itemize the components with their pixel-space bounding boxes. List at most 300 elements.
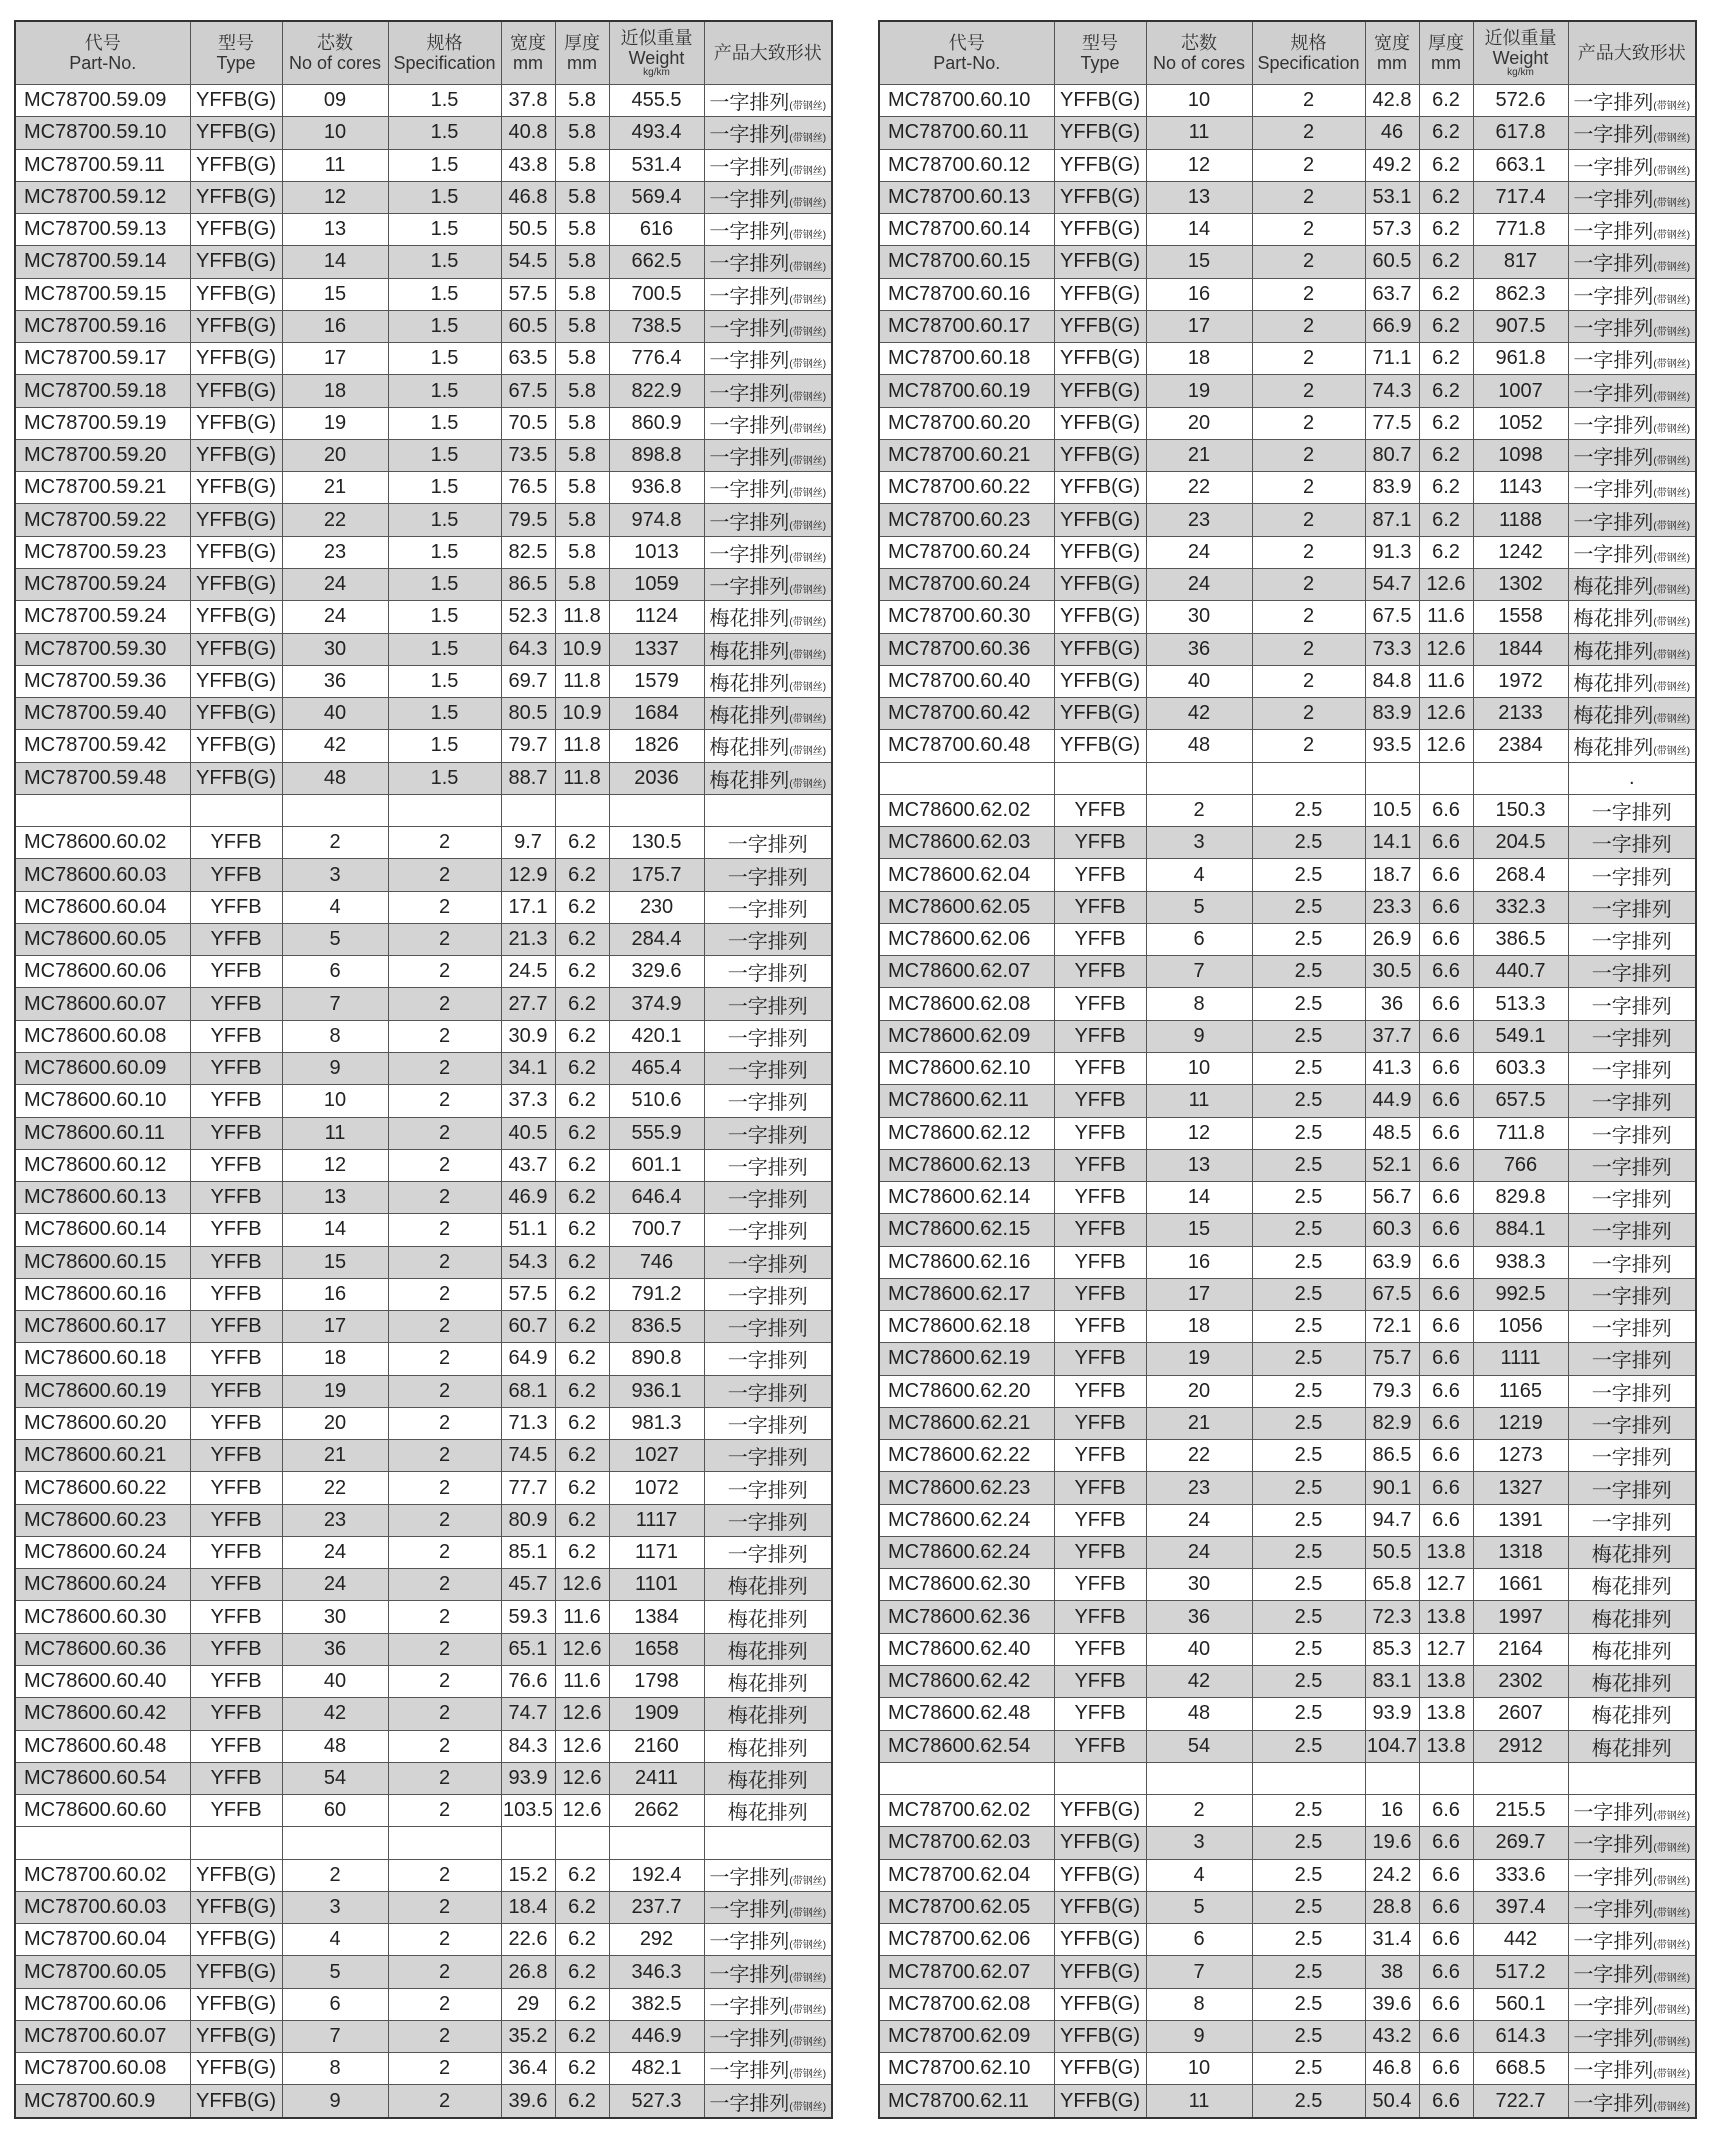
spec-cell: 2	[388, 1246, 501, 1278]
shape-cell: 一字排列	[704, 1214, 832, 1246]
part-no-cell: MC78700.60.02	[15, 1859, 190, 1891]
type-cell: YFFB	[190, 923, 282, 955]
table-row	[15, 1085, 832, 1117]
table-row	[15, 1149, 832, 1181]
spec-cell: 2.5	[1252, 1891, 1365, 1923]
shape-cell: .	[1568, 762, 1696, 794]
steel-wire-note: (带钢丝)	[789, 294, 827, 306]
type-cell: YFFB(G)	[1054, 568, 1146, 600]
part-no-cell: MC78700.62.10	[879, 2053, 1054, 2085]
table-row	[15, 2085, 832, 2118]
table-row	[879, 1988, 1696, 2020]
part-no-cell: MC78600.60.60	[15, 1795, 190, 1827]
width-cell: 87.1	[1365, 504, 1419, 536]
cores-cell: 24	[282, 601, 388, 633]
thickness-cell: 6.2	[1419, 407, 1473, 439]
cores-cell: 13	[282, 214, 388, 246]
thickness-cell: 13.8	[1419, 1698, 1473, 1730]
spec-cell: 2	[1252, 568, 1365, 600]
width-cell: 22.6	[501, 1924, 555, 1956]
cores-cell: 23	[1146, 504, 1252, 536]
shape-cell: 一字排列	[704, 1311, 832, 1343]
type-cell: YFFB(G)	[1054, 1956, 1146, 1988]
shape-cell: 梅花排列	[1568, 1666, 1696, 1698]
cores-cell: 5	[282, 1956, 388, 1988]
width-cell: 52.3	[501, 601, 555, 633]
weight-cell: 836.5	[609, 1311, 704, 1343]
cores-cell: 42	[1146, 698, 1252, 730]
spec-cell: 1.5	[388, 536, 501, 568]
shape-cell: 一字排列	[704, 923, 832, 955]
cores-cell: 17	[1146, 1278, 1252, 1310]
steel-wire-note: (带钢丝)	[789, 552, 827, 564]
type-cell: YFFB	[190, 891, 282, 923]
table-row	[879, 1730, 1696, 1762]
thickness-cell: 13.8	[1419, 1601, 1473, 1633]
spec-cell: 2.5	[1252, 1278, 1365, 1310]
steel-wire-note: (带钢丝)	[1653, 585, 1691, 597]
shape-label: 一字排列	[1573, 188, 1654, 211]
cores-cell: 9	[282, 1052, 388, 1084]
shape-label: 一字排列	[1573, 1802, 1654, 1825]
spec-cell: 2	[388, 2020, 501, 2052]
type-cell	[1054, 762, 1146, 794]
width-cell: 27.7	[501, 988, 555, 1020]
type-cell: YFFB	[190, 1407, 282, 1439]
steel-wire-note: (带钢丝)	[789, 391, 827, 403]
table-row	[879, 1375, 1696, 1407]
shape-cell: 一字排列	[704, 1375, 832, 1407]
table-row	[15, 1956, 832, 1988]
shape-cell	[1568, 1827, 1696, 1859]
table-row	[15, 891, 832, 923]
width-cell: 38	[1365, 1956, 1419, 1988]
cores-cell: 22	[282, 504, 388, 536]
shape-label: 一字排列	[1573, 156, 1654, 179]
spec-cell: 2	[388, 1182, 501, 1214]
type-cell: YFFB	[1054, 956, 1146, 988]
cores-cell: 11	[282, 149, 388, 181]
weight-cell: 346.3	[609, 1956, 704, 1988]
weight-cell: 961.8	[1473, 343, 1568, 375]
width-cell: 52.1	[1365, 1149, 1419, 1181]
type-cell: YFFB	[1054, 827, 1146, 859]
thickness-cell: 11.8	[555, 762, 609, 794]
thickness-cell: 6.6	[1419, 1924, 1473, 1956]
width-cell: 67.5	[1365, 1278, 1419, 1310]
type-cell	[190, 794, 282, 826]
steel-wire-note: (带钢丝)	[1653, 488, 1691, 500]
thickness-cell: 5.8	[555, 536, 609, 568]
weight-cell: 1124	[609, 601, 704, 633]
weight-cell: 269.7	[1473, 1827, 1568, 1859]
type-cell: YFFB	[1054, 1020, 1146, 1052]
spec-cell: 1.5	[388, 85, 501, 117]
shape-cell: 梅花排列	[704, 1730, 832, 1762]
part-no-cell: MC78700.59.21	[15, 472, 190, 504]
type-cell: YFFB(G)	[1054, 536, 1146, 568]
width-cell: 39.6	[1365, 1988, 1419, 2020]
width-cell: 30.9	[501, 1020, 555, 1052]
width-cell: 74.7	[501, 1698, 555, 1730]
type-cell: YFFB(G)	[1054, 181, 1146, 213]
part-no-cell	[15, 1827, 190, 1859]
width-cell: 26.8	[501, 1956, 555, 1988]
thickness-cell: 5.8	[555, 375, 609, 407]
thickness-cell: 6.2	[555, 1472, 609, 1504]
table-row	[15, 698, 832, 730]
shape-label: 一字排列	[709, 1866, 790, 1889]
steel-wire-note: (带钢丝)	[789, 585, 827, 597]
shape-label: 一字排列	[1573, 414, 1654, 437]
type-cell: YFFB(G)	[190, 149, 282, 181]
cores-cell: 5	[1146, 891, 1252, 923]
shape-cell: 一字排列	[1568, 1472, 1696, 1504]
spec-cell: 2	[1252, 117, 1365, 149]
width-cell	[501, 794, 555, 826]
shape-cell: 梅花排列	[704, 1633, 832, 1665]
blank-row	[879, 1762, 1696, 1794]
width-cell: 79.7	[501, 730, 555, 762]
thickness-cell: 11.6	[555, 1666, 609, 1698]
type-cell: YFFB(G)	[1054, 633, 1146, 665]
cores-cell: 6	[1146, 1924, 1252, 1956]
spec-cell: 2.5	[1252, 1795, 1365, 1827]
thickness-cell: 5.8	[555, 246, 609, 278]
type-cell: YFFB	[1054, 923, 1146, 955]
shape-label: 一字排列	[709, 92, 790, 115]
part-no-cell: MC78600.60.23	[15, 1504, 190, 1536]
type-cell: YFFB	[1054, 1504, 1146, 1536]
table-row	[879, 1407, 1696, 1439]
thickness-cell: 6.6	[1419, 1375, 1473, 1407]
width-cell: 73.5	[501, 439, 555, 471]
shape-cell	[1568, 1859, 1696, 1891]
cores-cell: 11	[1146, 1085, 1252, 1117]
spec-cell: 2	[1252, 214, 1365, 246]
part-no-cell: MC78700.60.07	[15, 2020, 190, 2052]
header-width: 宽度 mm	[501, 21, 555, 85]
cores-cell: 48	[282, 762, 388, 794]
type-cell: YFFB(G)	[190, 375, 282, 407]
steel-wire-note: (带钢丝)	[789, 649, 827, 661]
shape-cell	[704, 439, 832, 471]
width-cell: 54.5	[501, 246, 555, 278]
shape-cell	[704, 633, 832, 665]
type-cell: YFFB	[1054, 1117, 1146, 1149]
part-no-cell: MC78700.60.22	[879, 472, 1054, 504]
weight-cell: 2411	[609, 1762, 704, 1794]
weight-cell: 907.5	[1473, 310, 1568, 342]
part-no-cell: MC78700.60.12	[879, 149, 1054, 181]
table-header-row	[879, 21, 1696, 85]
cores-cell: 3	[282, 1891, 388, 1923]
steel-wire-note: (带钢丝)	[789, 2101, 827, 2113]
spec-cell: 2	[1252, 439, 1365, 471]
steel-wire-note: (带钢丝)	[789, 1875, 827, 1887]
type-cell: YFFB	[190, 1601, 282, 1633]
shape-cell	[1568, 1988, 1696, 2020]
type-cell: YFFB(G)	[190, 536, 282, 568]
cores-cell: 7	[1146, 1956, 1252, 1988]
part-no-cell: MC78600.60.22	[15, 1472, 190, 1504]
part-no-cell: MC78600.60.08	[15, 1020, 190, 1052]
spec-cell: 2	[388, 1730, 501, 1762]
shape-cell	[704, 536, 832, 568]
width-cell: 36	[1365, 988, 1419, 1020]
part-no-cell: MC78700.60.04	[15, 1924, 190, 1956]
weight-cell: 1302	[1473, 568, 1568, 600]
type-cell: YFFB	[1054, 1407, 1146, 1439]
table-row	[879, 407, 1696, 439]
spec-cell: 2	[388, 1536, 501, 1568]
shape-cell	[704, 1924, 832, 1956]
part-no-cell: MC78600.60.42	[15, 1698, 190, 1730]
thickness-cell: 6.2	[1419, 246, 1473, 278]
type-cell: YFFB	[190, 1698, 282, 1730]
part-no-cell: MC78600.60.10	[15, 1085, 190, 1117]
width-cell: 12.9	[501, 859, 555, 891]
shape-cell	[704, 310, 832, 342]
table-row	[879, 923, 1696, 955]
cores-cell: 4	[1146, 1859, 1252, 1891]
spec-cell: 1.5	[388, 568, 501, 600]
weight-cell: 936.1	[609, 1375, 704, 1407]
width-cell: 59.3	[501, 1601, 555, 1633]
type-cell: YFFB(G)	[1054, 730, 1146, 762]
type-cell: YFFB(G)	[190, 181, 282, 213]
cores-cell: 5	[1146, 1891, 1252, 1923]
spec-cell: 2	[388, 923, 501, 955]
width-cell: 85.1	[501, 1536, 555, 1568]
shape-cell	[704, 1988, 832, 2020]
steel-wire-note: (带钢丝)	[1653, 326, 1691, 338]
weight-cell	[609, 1827, 704, 1859]
spec-cell: 2.5	[1252, 891, 1365, 923]
width-cell: 63.7	[1365, 278, 1419, 310]
table-row	[15, 1536, 832, 1568]
weight-cell: 1318	[1473, 1536, 1568, 1568]
shape-cell	[1568, 665, 1696, 697]
thickness-cell: 6.2	[555, 923, 609, 955]
spec-cell: 2	[388, 988, 501, 1020]
width-cell: 37.3	[501, 1085, 555, 1117]
width-cell: 82.9	[1365, 1407, 1419, 1439]
type-cell: YFFB	[1054, 1343, 1146, 1375]
type-cell: YFFB	[190, 827, 282, 859]
thickness-cell: 6.2	[1419, 343, 1473, 375]
shape-cell: 一字排列	[1568, 1278, 1696, 1310]
shape-label: 梅花排列	[1573, 737, 1654, 760]
spec-cell: 2	[388, 1020, 501, 1052]
thickness-cell: 6.2	[555, 2053, 609, 2085]
part-no-cell: MC78700.62.09	[879, 2020, 1054, 2052]
thickness-cell: 5.8	[555, 310, 609, 342]
shape-label: 一字排列	[709, 317, 790, 340]
width-cell: 24.5	[501, 956, 555, 988]
shape-cell	[704, 149, 832, 181]
shape-label: 一字排列	[709, 1931, 790, 1954]
type-cell: YFFB	[1054, 1601, 1146, 1633]
shape-cell	[704, 504, 832, 536]
cores-cell: 20	[1146, 1375, 1252, 1407]
cores-cell: 54	[282, 1762, 388, 1794]
cores-cell: 9	[1146, 1020, 1252, 1052]
spec-cell: 1.5	[388, 698, 501, 730]
thickness-cell: 6.2	[555, 1859, 609, 1891]
width-cell: 35.2	[501, 2020, 555, 2052]
cores-cell: 6	[282, 956, 388, 988]
type-cell: YFFB(G)	[190, 601, 282, 633]
shape-label: 一字排列	[1573, 221, 1654, 244]
cores-cell: 15	[282, 278, 388, 310]
part-no-cell: MC78600.62.22	[879, 1440, 1054, 1472]
steel-wire-note: (带钢丝)	[789, 2069, 827, 2081]
weight-cell: 150.3	[1473, 794, 1568, 826]
part-no-cell: MC78600.60.05	[15, 923, 190, 955]
weight-cell: 1327	[1473, 1472, 1568, 1504]
weight-cell: 822.9	[609, 375, 704, 407]
part-no-cell: MC78700.60.9	[15, 2085, 190, 2118]
spec-cell: 2	[388, 1085, 501, 1117]
table-row	[879, 1149, 1696, 1181]
table-row	[15, 536, 832, 568]
shape-cell	[704, 568, 832, 600]
width-cell: 88.7	[501, 762, 555, 794]
type-cell: YFFB	[190, 1311, 282, 1343]
table-row	[879, 859, 1696, 891]
width-cell: 39.6	[501, 2085, 555, 2118]
shape-cell	[704, 117, 832, 149]
cores-cell: 42	[282, 730, 388, 762]
weight-cell: 1337	[609, 633, 704, 665]
table-row	[879, 85, 1696, 117]
cores-cell: 15	[1146, 246, 1252, 278]
thickness-cell: 6.6	[1419, 1343, 1473, 1375]
width-cell: 43.2	[1365, 2020, 1419, 2052]
cores-cell: 14	[1146, 214, 1252, 246]
spec-cell: 2	[1252, 472, 1365, 504]
shape-cell	[704, 85, 832, 117]
shape-cell: 梅花排列	[704, 1762, 832, 1794]
weight-cell: 974.8	[609, 504, 704, 536]
shape-cell: 一字排列	[1568, 988, 1696, 1020]
table-row	[15, 1117, 832, 1149]
thickness-cell: 6.6	[1419, 1117, 1473, 1149]
cores-cell: 18	[1146, 343, 1252, 375]
spec-cell: 2	[388, 891, 501, 923]
thickness-cell: 12.6	[1419, 730, 1473, 762]
cores-cell: 6	[1146, 923, 1252, 955]
cores-cell: 12	[282, 181, 388, 213]
part-no-cell: MC78600.60.09	[15, 1052, 190, 1084]
part-no-cell: MC78600.62.30	[879, 1569, 1054, 1601]
part-no-cell: MC78700.60.36	[879, 633, 1054, 665]
thickness-cell: 12.6	[555, 1730, 609, 1762]
spec-cell: 2	[388, 1795, 501, 1827]
shape-cell	[704, 2053, 832, 2085]
table-row	[15, 568, 832, 600]
cores-cell: 9	[282, 2085, 388, 2118]
width-cell: 60.7	[501, 1311, 555, 1343]
weight-cell	[609, 794, 704, 826]
shape-cell: 一字排列	[1568, 1343, 1696, 1375]
type-cell: YFFB	[1054, 1698, 1146, 1730]
spec-cell: 2	[388, 956, 501, 988]
cores-cell: 24	[1146, 568, 1252, 600]
cores-cell: 14	[282, 1214, 388, 1246]
thickness-cell: 6.6	[1419, 2053, 1473, 2085]
shape-label: 一字排列	[709, 1899, 790, 1921]
cores-cell: 22	[1146, 472, 1252, 504]
shape-cell	[1568, 375, 1696, 407]
spec-cell: 2	[1252, 730, 1365, 762]
thickness-cell: 13.8	[1419, 1536, 1473, 1568]
weight-cell: 130.5	[609, 827, 704, 859]
width-cell: 79.3	[1365, 1375, 1419, 1407]
right-spec-table	[878, 20, 1697, 2119]
spec-cell: 2.5	[1252, 1246, 1365, 1278]
cores-cell: 12	[282, 1149, 388, 1181]
spec-cell: 2	[1252, 149, 1365, 181]
type-cell: YFFB	[190, 1762, 282, 1794]
spec-cell: 2.5	[1252, 1182, 1365, 1214]
table-row	[15, 762, 832, 794]
cores-cell: 48	[1146, 730, 1252, 762]
weight-cell: 1273	[1473, 1440, 1568, 1472]
type-cell: YFFB(G)	[190, 633, 282, 665]
spec-cell: 2.5	[1252, 1633, 1365, 1665]
weight-cell: 374.9	[609, 988, 704, 1020]
shape-cell	[1568, 278, 1696, 310]
shape-cell: 一字排列	[704, 1182, 832, 1214]
shape-cell: 一字排列	[704, 1052, 832, 1084]
shape-label: 梅花排列	[709, 608, 790, 631]
thickness-cell: 6.2	[555, 1891, 609, 1923]
weight-cell: 284.4	[609, 923, 704, 955]
steel-wire-note: (带钢丝)	[789, 681, 827, 693]
thickness-cell: 11.6	[555, 1601, 609, 1633]
spec-cell: 1.5	[388, 214, 501, 246]
thickness-cell: 6.6	[1419, 1472, 1473, 1504]
type-cell: YFFB(G)	[190, 246, 282, 278]
cores-cell: 48	[1146, 1698, 1252, 1730]
width-cell: 46.8	[501, 181, 555, 213]
type-cell: YFFB	[190, 1020, 282, 1052]
width-cell: 93.9	[501, 1762, 555, 1794]
spec-cell: 2	[388, 1601, 501, 1633]
part-no-cell: MC78600.60.20	[15, 1407, 190, 1439]
weight-cell: 1072	[609, 1472, 704, 1504]
shape-cell	[704, 278, 832, 310]
cores-cell: 21	[1146, 439, 1252, 471]
thickness-cell: 6.2	[555, 1924, 609, 1956]
shape-cell: 一字排列	[1568, 1375, 1696, 1407]
weight-cell: 2384	[1473, 730, 1568, 762]
steel-wire-note: (带钢丝)	[1653, 681, 1691, 693]
cores-cell: 2	[1146, 1795, 1252, 1827]
steel-wire-note: (带钢丝)	[1653, 133, 1691, 145]
type-cell: YFFB	[1054, 1633, 1146, 1665]
shape-cell: 梅花排列	[1568, 1730, 1696, 1762]
steel-wire-note: (带钢丝)	[1653, 2101, 1691, 2113]
part-no-cell: MC78600.62.17	[879, 1278, 1054, 1310]
thickness-cell: 5.8	[555, 278, 609, 310]
part-no-cell: MC78600.62.12	[879, 1117, 1054, 1149]
shape-cell: 一字排列	[1568, 1214, 1696, 1246]
cores-cell: 11	[1146, 2085, 1252, 2118]
part-no-cell: MC78700.62.07	[879, 1956, 1054, 1988]
